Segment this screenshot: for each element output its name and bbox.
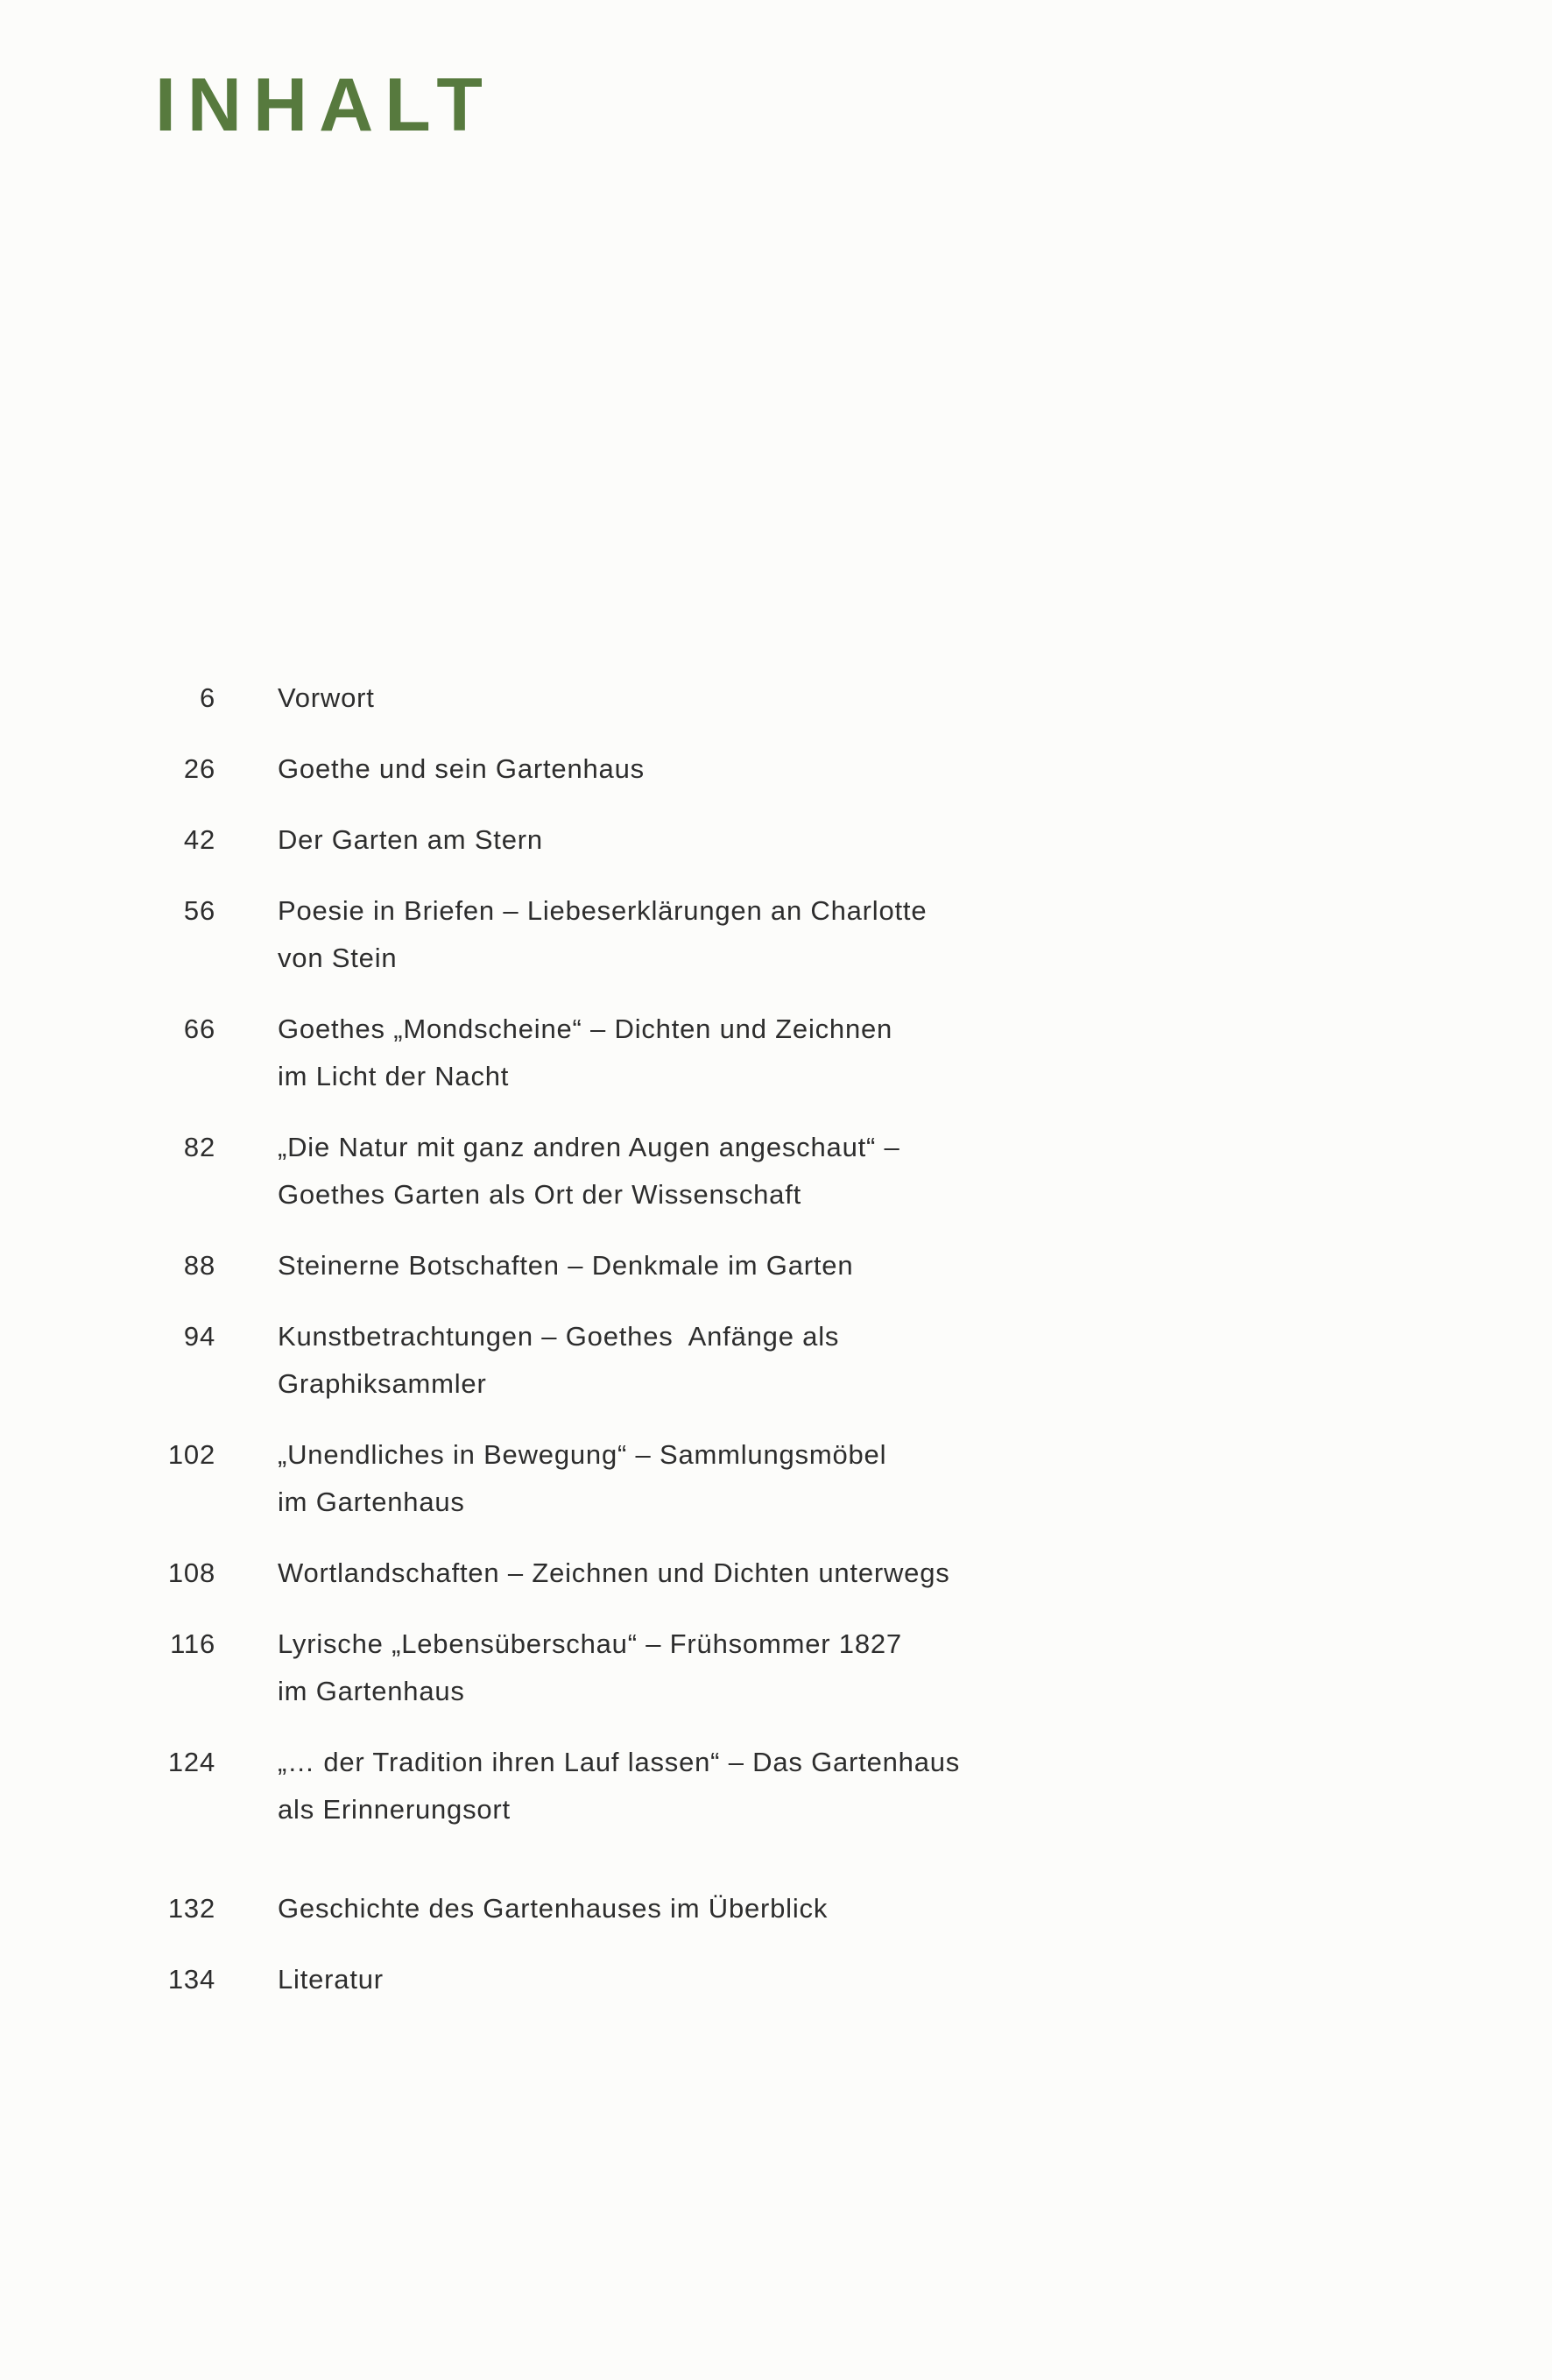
toc-page-number: 116: [170, 1628, 215, 1659]
toc-entry: [0, 1242, 1552, 1289]
toc-page-number: 6: [199, 682, 215, 713]
toc-entry-title: Poesie in Briefen – Liebeserklärungen an Charlotte: [278, 895, 928, 926]
toc-entry-title-line2: Graphiksammler: [278, 1368, 487, 1399]
toc-entry: [0, 1550, 1552, 1597]
toc-entry-title-line2: als Erinnerungsort: [278, 1794, 511, 1825]
toc-entry: [0, 816, 1552, 864]
toc-page-number: 88: [183, 1250, 215, 1281]
toc-entry: [0, 1431, 1552, 1526]
toc-page-number: 56: [183, 895, 215, 926]
toc-page-number: 66: [183, 1013, 215, 1044]
toc-page-number: 82: [183, 1132, 215, 1162]
toc-entry-title: Vorwort: [278, 682, 375, 713]
toc-entry: [0, 1956, 1552, 2003]
toc-page-number: 42: [183, 824, 215, 855]
toc-entry: [0, 1006, 1552, 1100]
toc-page-number: 124: [167, 1747, 215, 1777]
toc-page-number: 134: [167, 1964, 215, 1995]
toc-entry-title: Goethes „Mondscheine“ – Dichten und Zeichnen: [278, 1013, 893, 1044]
toc-page-number: 102: [167, 1439, 215, 1470]
toc-page-number: 26: [183, 753, 215, 784]
toc-entry-title: „Die Natur mit ganz andren Augen angeschaut“ –: [278, 1132, 900, 1162]
toc-entry: [0, 1621, 1552, 1715]
toc-entry-title: „… der Tradition ihren Lauf lassen“ – Das Gartenhaus: [278, 1747, 961, 1777]
toc-entry-title-line2: im Gartenhaus: [278, 1487, 465, 1517]
toc-page-number: 132: [167, 1893, 215, 1924]
toc-entry-title-line2: Goethes Garten als Ort der Wissenschaft: [278, 1179, 802, 1210]
toc-entry: [0, 745, 1552, 793]
toc-entry-title: Lyrische „Lebensüberschau“ – Frühsommer 1827: [278, 1628, 902, 1659]
page-title: INHALT: [155, 63, 494, 147]
toc-entry-title: Kunstbetrachtungen – Goethes Anfänge als: [278, 1321, 840, 1352]
toc-entry-title: Literatur: [278, 1964, 384, 1995]
toc-entry: [0, 1124, 1552, 1218]
toc-entry-title: Goethe und sein Gartenhaus: [278, 753, 645, 784]
toc-entry: [0, 1739, 1552, 1833]
toc-entry: [0, 1313, 1552, 1408]
toc-entry-title-line2: im Gartenhaus: [278, 1676, 465, 1706]
toc-page-number: 108: [167, 1557, 215, 1588]
toc-page-number: 94: [183, 1321, 215, 1352]
toc-entry-title: Geschichte des Gartenhauses im Überblick: [278, 1893, 829, 1924]
toc-entry-title: „Unendliches in Bewegung“ – Sammlungsmöbel: [278, 1439, 887, 1470]
toc-entry-title: Steinerne Botschaften – Denkmale im Garten: [278, 1250, 854, 1281]
toc-entry: [0, 1885, 1552, 1932]
toc-list: [0, 674, 1552, 2027]
toc-entry-title-line2: von Stein: [278, 943, 398, 973]
toc-entry-title: Der Garten am Stern: [278, 824, 543, 855]
toc-entry-title: Wortlandschaften – Zeichnen und Dichten unterwegs: [278, 1557, 950, 1588]
toc-entry: [0, 887, 1552, 982]
toc-entry: [0, 674, 1552, 722]
toc-entry-title-line2: im Licht der Nacht: [278, 1061, 510, 1091]
